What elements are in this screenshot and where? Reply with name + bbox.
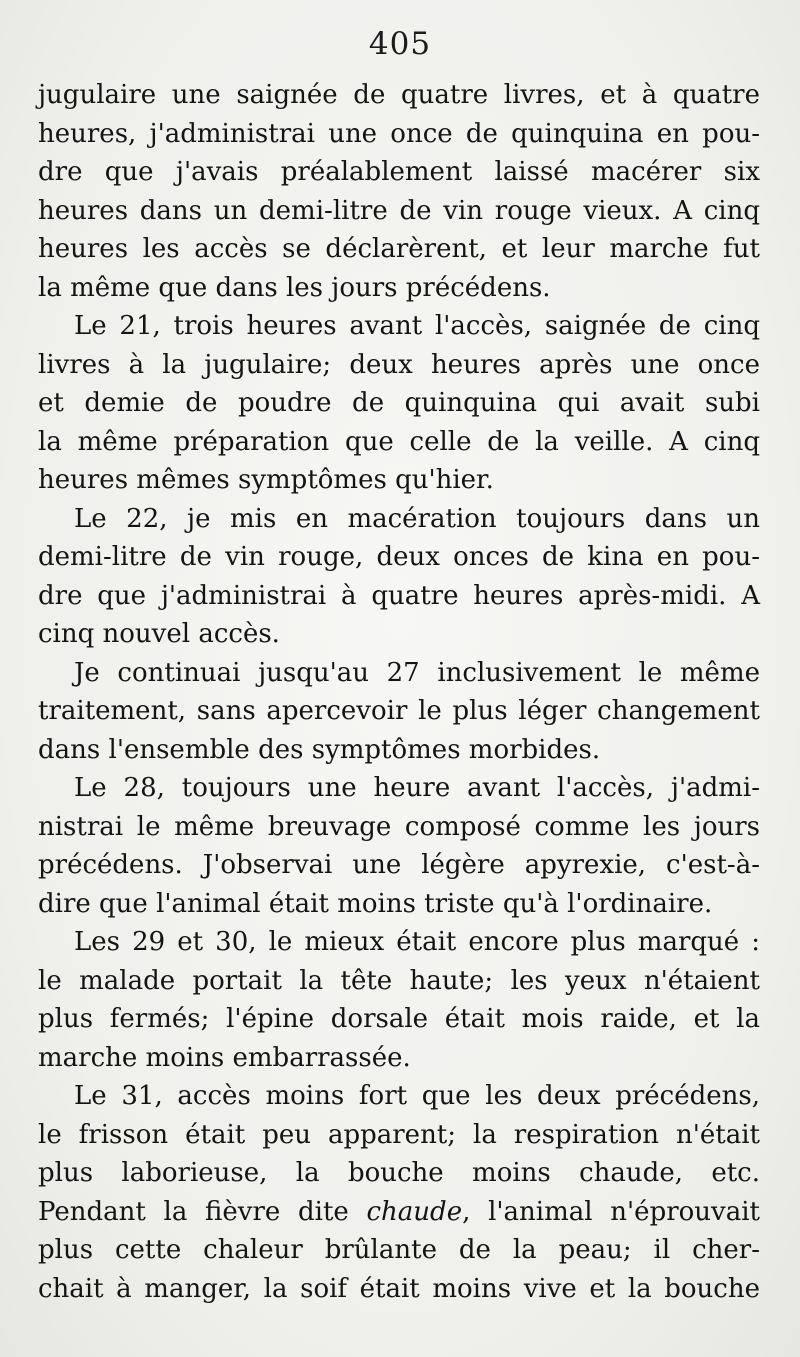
text-line: la même préparation que celle de la veille. A cinq [38,426,760,457]
text-line: livres à la jugulaire; deux heures après une once [38,349,760,380]
text-line: Le 21, trois heures avant l'accès, saignée de cinq [74,311,760,341]
text-line: traitement, sans apercevoir le plus léger changement [38,696,760,726]
text-line: heures les accès se déclarèrent, et leur marche fut [38,234,760,264]
text-line: dre que j'avais préalablement laissé macérer six [38,157,760,187]
text-line: plus fermés; l'épine dorsale était mois raide, et la [38,1004,760,1034]
text-line: Les 29 et 30, le mieux était encore plus marqué : [74,927,760,957]
emphasized-word: chaude [366,1196,463,1227]
text-line: Le 28, toujours une heure avant l'accès, j'admi- [74,773,760,803]
text-line: dre que j'administrai à quatre heures après-midi. A [38,580,760,611]
text-line: dans l'ensemble des symptômes morbides. [38,734,601,765]
text-line: nistrai le même breuvage composé comme les jours [38,811,760,842]
text-line: heures dans un demi-litre de vin rouge vieux. A cinq [38,195,760,226]
text-line: Le 31, accès moins fort que les deux précédens, [74,1081,760,1111]
page-number: 405 [368,26,432,62]
text-line: Le 22, je mis en macération toujours dans un [74,503,760,534]
text-line: et demie de poudre de quinquina qui avait subi [38,388,760,418]
text-line: demi-litre de vin rouge, deux onces de kina en pou- [38,542,760,572]
text-line: Pendant la fièvre dite chaude, l'animal n'éprouvait [38,1196,760,1227]
text-line: heures mêmes symptômes qu'hier. [38,465,494,495]
text-line: plus cette chaleur brûlante de la peau; il cher- [38,1235,760,1265]
text-line: précédens. J'observai une légère apyrexie, c'est-à- [38,850,760,880]
text-line: plus laborieuse, la bouche moins chaude, etc. [38,1158,760,1188]
text-line: le malade portait la tête haute; les yeux n'étaient [38,965,760,996]
text-line: Je continuai jusqu'au 27 inclusivement le même [74,657,760,688]
text-line: marche moins embarrassée. [38,1042,411,1073]
text-line: le frisson était peu apparent; la respiration n'était [38,1119,760,1150]
text-line: chait à manger, la soif était moins vive et la bouche [38,1273,760,1304]
text-line: dire que l'animal était moins triste qu'à l'ordinaire. [38,888,713,919]
text-line: la même que dans les jours précédens. [38,272,551,303]
body-text [38,76,760,1308]
text-line: heures, j'administrai une once de quinquina en pou- [38,118,760,149]
text-line: cinq nouvel accès. [38,619,280,649]
text-line: jugulaire une saignée de quatre livres, et à quatre [38,80,760,110]
